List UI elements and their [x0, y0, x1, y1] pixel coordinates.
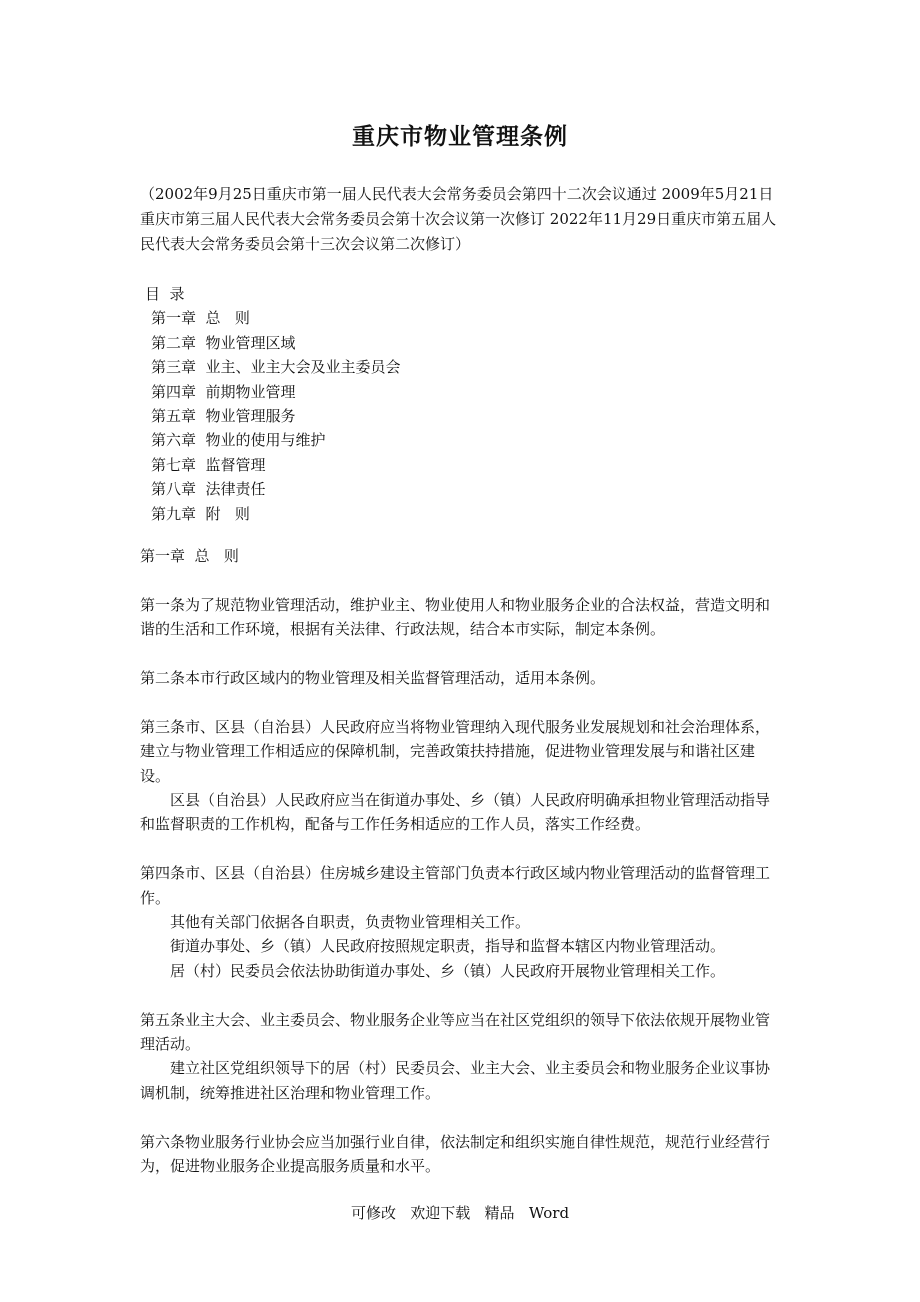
toc-item: 第二章 物业管理区域 [151, 333, 296, 352]
toc-item: 第一章 总 则 [151, 309, 250, 328]
article-4: 第四条市、区县（自治县）住房城乡建设主管部门负责本行政区域内物业管理活动的监督管理工作。 [140, 864, 771, 907]
article-2: 第二条本市行政区域内的物业管理及相关监督管理活动，适用本条例。 [140, 669, 606, 687]
article-4-paragraph-3: 街道办事处、乡（镇）人民政府按照规定职责，指导和监督本辖区内物业管理活动。 [170, 937, 726, 956]
toc-heading: 目 录 [145, 285, 185, 303]
toc-item: 第七章 监督管理 [151, 455, 266, 474]
page-footer: 可修改 欢迎下载 精品 Word [350, 1204, 570, 1222]
document-body [140, 544, 782, 1178]
article-5-paragraph-2: 建立社区党组织领导下的居（村）民委员会、业主大会、业主委员会和物业服务企业议事协调机制，统筹推进社区治理和物业管理工作。 [140, 1059, 771, 1102]
toc-item: 第六章 物业的使用与维护 [151, 431, 326, 450]
article-4-paragraph-2: 其他有关部门依据各自职责，负责物业管理相关工作。 [170, 913, 531, 932]
toc-item: 第九章 附 则 [151, 504, 250, 523]
article-1: 第一条为了规范物业管理活动，维护业主、物业使用人和物业服务企业的合法权益，营造文明和谐的生活和工作环境，根据有关法律、行政法规，结合本市实际，制定本条例。 [140, 595, 771, 639]
adoption-note: （2002年9月25日重庆市第一届人民代表大会常务委员会第四十二次会议通过 2009年5月21日重庆市第三届人民代表大会常务委员会第十次会议第一次修订 2022年11月29日重庆市第五届人民代表大会常务委员会第十三次会议第二次修订） [140, 185, 777, 253]
chapter-heading: 第一章 总 则 [140, 547, 239, 565]
article-6: 第六条物业服务行业协会应当加强行业自律，依法制定和组织实施自律性规范，规范行业经营行为，促进物业服务企业提高服务质量和水平。 [140, 1132, 771, 1176]
toc-item: 第四章 前期物业管理 [151, 382, 296, 401]
toc-item: 第五章 物业管理服务 [151, 407, 296, 426]
table-of-contents [145, 282, 401, 526]
document-title: 重庆市物业管理条例 [352, 124, 568, 150]
toc-item: 第八章 法律责任 [151, 480, 266, 499]
article-5: 第五条业主大会、业主委员会、物业服务企业等应当在社区党组织的领导下依法依规开展物业管理活动。 [140, 1010, 771, 1054]
toc-item: 第三章 业主、业主大会及业主委员会 [151, 358, 401, 377]
article-4-paragraph-4: 居（村）民委员会依法协助街道办事处、乡（镇）人民政府开展物业管理相关工作。 [170, 961, 726, 980]
article-3: 第三条市、区县（自治县）人民政府应当将物业管理纳入现代服务业发展规划和社会治理体系，建立与物业管理工作相适应的保障机制，完善政策扶持措施，促进物业管理发展与和谐社区建设。 [140, 717, 771, 785]
article-3-paragraph-2: 区县（自治县）人民政府应当在街道办事处、乡（镇）人民政府明确承担物业管理活动指导和监督职责的工作机构，配备与工作任务相适应的工作人员，落实工作经费。 [140, 791, 771, 834]
